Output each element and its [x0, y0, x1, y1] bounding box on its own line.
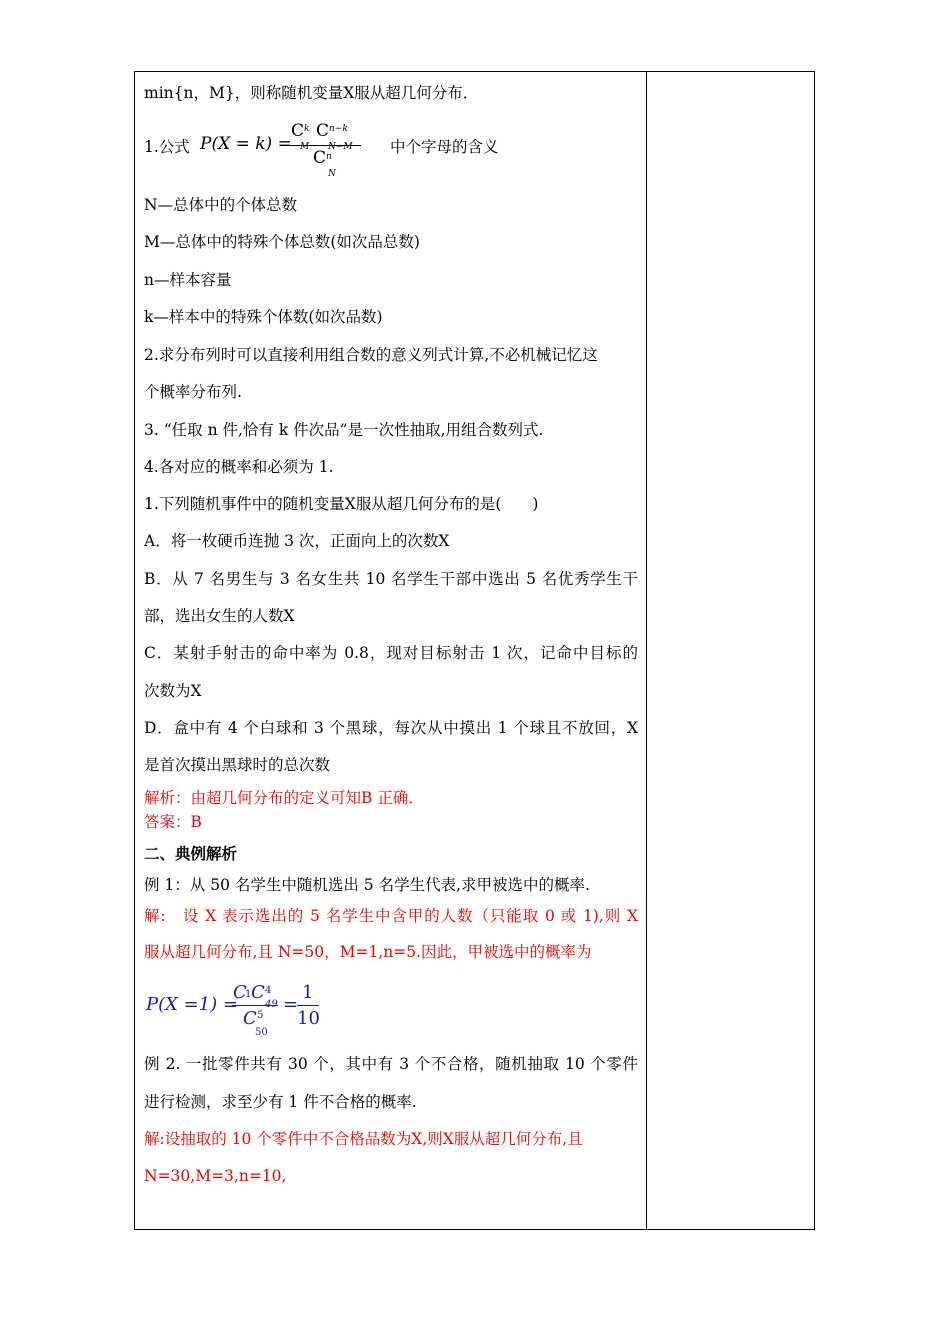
solution-2: 解:设抽取的 10 个零件中不合格品数为X,则X服从超几何分布,且 — [144, 1130, 583, 1148]
solution-1: 解: 设 X 表示选出的 5 名学生中含甲的人数（只能取 0 或 1),则 X — [144, 907, 638, 925]
option-b-cont: 部，选出女生的人数X — [144, 607, 295, 625]
solution-2-cont: N=30,M=3,n=10, — [144, 1167, 287, 1185]
text-line: 个概率分布列. — [144, 383, 242, 401]
answer-text: 答案：B — [144, 813, 202, 831]
text-line: 2.求分布列时可以直接利用组合数的意义列式计算,不必机械记忆这 — [144, 346, 598, 364]
column-divider — [646, 71, 647, 1230]
text-line: M—总体中的特殊个体总数(如次品总数) — [144, 233, 420, 251]
document-page: min{n，M}，则称随机变量X服从超几何分布． 1.公式 P(X = k) = C k M C n−k N−M C n N 中个字母的含义 N—总体中的个体总数 M—总体中的特殊个体总数(如次品总数) n—样本容量 k—样本中的特殊个体数(如次品数) 2.求分布列时可以直接利用组合数的意义列式计算,不必机械记忆这 个概率分布列. 3. “任取 n 件,恰有 k 件次品”是一次性抽取,用组合数列式. 4.各对应的概率和必须为 1. 1.下列随机事件中的随机变量X服从超几何分布的是( ) A．将一枚硬币连抛 3 次，正面向上的次数X B．从 7 名男生与 3 名女生共 10 名学生干部中选出 5 名优秀学生干 部，选出女生的人数X C．某射手射击的命中率为 0.8，现对目标射击 1 次，记命中目标的 次数为X D．盒中有 4 个白球和 3 个黑球，每次从中摸出 1 个球且不放回，X 是首次摸出黑球时的总次数 解析：由超几何分布的定义可知B 正确． 答案：B 二、典例解析 例 1：从 50 名学生中随机选出 5 名学生代表,求甲被选中的概率. 解: 设 X 表示选出的 5 名学生中含甲的人数（只能取 0 或 1),则 X 服从超几何分布,且 N=50，M=1,n=5.因此，甲被选中的概率为 P(X =1) = C 1 C 4 49 C 5 50 = 1 10 例 2. 一批零件共有 30 个，其中有 3 个不合格，随机抽取 10 个零件 进行检测，求至少有 1 件不合格的概率. 解:设抽取的 10 个零件中不合格品数为X,则X服从超几何分布,且 N=30,M=3,n=10, — [0, 0, 950, 1344]
option-c: C．某射手射击的命中率为 0.8，现对目标射击 1 次，记命中目标的 — [144, 644, 638, 662]
text-line: n—样本容量 — [144, 271, 232, 289]
option-a: A．将一枚硬币连抛 3 次，正面向上的次数X — [144, 532, 450, 550]
text-line: N—总体中的个体总数 — [144, 196, 298, 214]
text-line: min{n，M}，则称随机变量X服从超几何分布． — [144, 84, 479, 102]
option-d: D．盒中有 4 个白球和 3 个黑球，每次从中摸出 1 个球且不放回，X — [144, 719, 638, 737]
analysis-text: 解析：由超几何分布的定义可知B 正确． — [144, 789, 424, 807]
solution-1-cont: 服从超几何分布,且 N=50，M=1,n=5.因此，甲被选中的概率为 — [144, 943, 592, 961]
example-2-cont: 进行检测，求至少有 1 件不合格的概率. — [144, 1093, 417, 1111]
section-heading: 二、典例解析 — [144, 844, 238, 863]
text-line: k—样本中的特殊个体数(如次品数) — [144, 308, 383, 326]
text-line: 4.各对应的概率和必须为 1. — [144, 458, 334, 476]
formula-suffix: 中个字母的含义 — [390, 138, 499, 156]
option-d-cont: 是首次摸出黑球时的总次数 — [144, 756, 331, 774]
formula-prefix: 1.公式 — [144, 138, 190, 156]
question-stem: 1.下列随机事件中的随机变量X服从超几何分布的是( ) — [144, 495, 539, 513]
example-2: 例 2. 一批零件共有 30 个，其中有 3 个不合格，随机抽取 10 个零件 — [144, 1055, 638, 1073]
option-b: B．从 7 名男生与 3 名女生共 10 名学生干部中选出 5 名优秀学生干 — [144, 570, 638, 588]
example-1: 例 1：从 50 名学生中随机选出 5 名学生代表,求甲被选中的概率. — [144, 876, 590, 894]
text-line: 3. “任取 n 件,恰有 k 件次品”是一次性抽取,用组合数列式. — [144, 421, 544, 439]
option-c-cont: 次数为X — [144, 682, 202, 700]
